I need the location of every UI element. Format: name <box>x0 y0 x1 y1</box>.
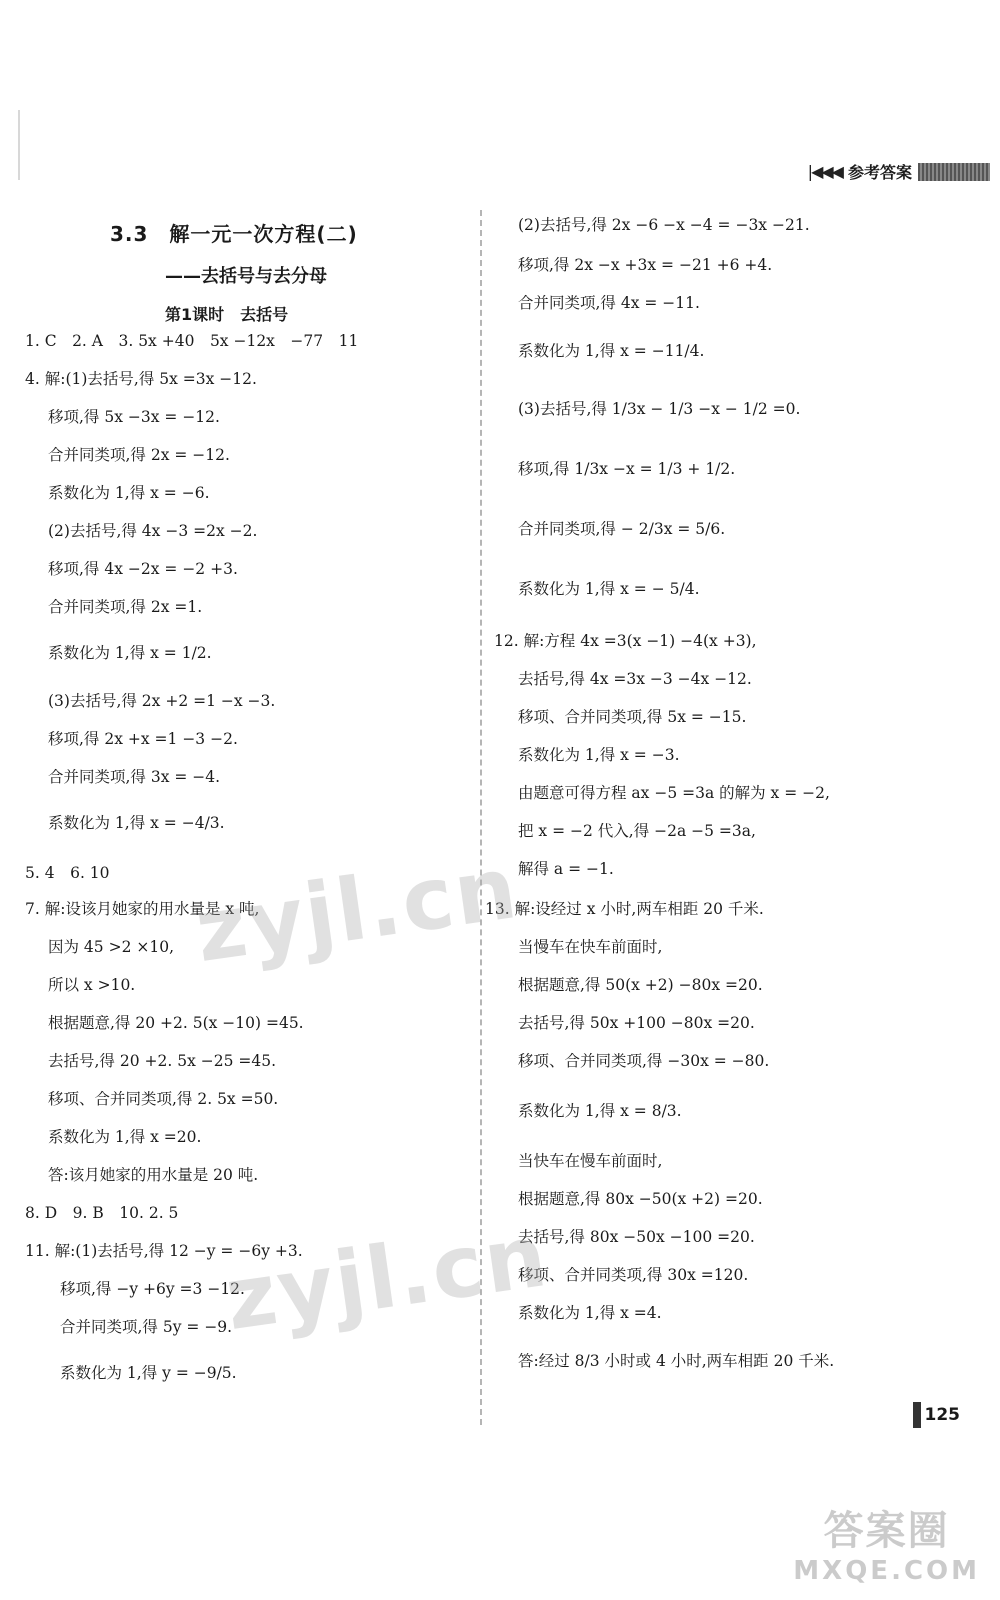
answer-line: 移项、合并同类项,得 5x = −15. <box>518 708 747 726</box>
answer-line: 系数化为 1,得 x = −3. <box>518 746 680 764</box>
watermark-text: zyjl.cn <box>189 837 525 983</box>
answer-line: 根据题意,得 80x −50(x +2) =20. <box>518 1190 763 1208</box>
answer-line: 由题意可得方程 ax −5 =3a 的解为 x = −2, <box>518 784 830 802</box>
answer-line: 解得 a = −1. <box>518 860 614 878</box>
answer-line: 11. 解:(1)去括号,得 12 −y = −6y +3. <box>25 1242 303 1260</box>
answer-line: 合并同类项,得 3x = −4. <box>48 768 221 786</box>
answer-line: 系数化为 1,得 x = 8/3. <box>518 1102 682 1120</box>
page-header <box>808 160 990 183</box>
answer-line: 因为 45 >2 ×10, <box>48 938 174 956</box>
answer-line: 系数化为 1,得 x = −4/3. <box>48 814 225 832</box>
answer-line: 根据题意,得 20 +2. 5(x −10) =45. <box>48 1014 304 1032</box>
answer-line: 答:该月她家的用水量是 20 吨. <box>48 1166 259 1184</box>
answer-line: 移项,得 2x −x +3x = −21 +6 +4. <box>518 256 773 274</box>
answer-line: 当慢车在快车前面时, <box>518 938 663 956</box>
answer-line: 根据题意,得 50(x +2) −80x =20. <box>518 976 763 994</box>
answer-line: (2)去括号,得 2x −6 −x −4 = −3x −21. <box>518 216 810 234</box>
answer-line: 移项、合并同类项,得 2. 5x =50. <box>48 1090 279 1108</box>
triangle-arrows-icon: |◀◀◀ <box>807 162 842 181</box>
answer-line: 移项,得 5x −3x = −12. <box>48 408 220 426</box>
brand-watermark <box>793 1499 980 1586</box>
answer-line: (2)去括号,得 4x −3 =2x −2. <box>48 522 258 540</box>
answer-line: 5. 4 6. 10 <box>25 864 110 882</box>
page-edge-mark <box>18 110 20 180</box>
answer-line: 12. 解:方程 4x =3(x −1) −4(x +3), <box>494 632 757 650</box>
answer-line: 当快车在慢车前面时, <box>518 1152 663 1170</box>
answer-line: 移项、合并同类项,得 30x =120. <box>518 1266 749 1284</box>
answer-line: 所以 x >10. <box>48 976 136 994</box>
answer-line: 系数化为 1,得 x = − 5/4. <box>518 580 700 598</box>
answer-line: 去括号,得 20 +2. 5x −25 =45. <box>48 1052 277 1070</box>
answer-line: 合并同类项,得 5y = −9. <box>60 1318 233 1336</box>
answer-line: 7. 解:设该月她家的用水量是 x 吨, <box>25 900 260 918</box>
section-title: 3.3 解一元一次方程(二) <box>110 222 358 246</box>
brand-watermark-en: MXQE.COM <box>793 1556 980 1586</box>
answer-line: 移项,得 −y +6y =3 −12. <box>60 1280 245 1298</box>
answer-line: 系数化为 1,得 x = −6. <box>48 484 210 502</box>
answer-line: 系数化为 1,得 x = −11/4. <box>518 342 705 360</box>
answer-line: 4. 解:(1)去括号,得 5x =3x −12. <box>25 370 257 388</box>
answer-line: 移项,得 4x −2x = −2 +3. <box>48 560 238 578</box>
answer-line: 移项、合并同类项,得 −30x = −80. <box>518 1052 770 1070</box>
watermark-text: zyjl.cn <box>219 1205 555 1351</box>
answer-line: (3)去括号,得 1/3x − 1/3 −x − 1/2 =0. <box>518 400 801 418</box>
answer-line: (3)去括号,得 2x +2 =1 −x −3. <box>48 692 276 710</box>
header-decor-bar <box>918 163 990 181</box>
answer-line: 合并同类项,得 − 2/3x = 5/6. <box>518 520 726 538</box>
answer-line: 合并同类项,得 4x = −11. <box>518 294 700 312</box>
answer-line: 去括号,得 50x +100 −80x =20. <box>518 1014 755 1032</box>
header-label: 参考答案 <box>847 163 912 182</box>
answer-line: 系数化为 1,得 y = −9/5. <box>60 1364 237 1382</box>
page-number <box>913 1402 961 1428</box>
page-number-block <box>913 1402 921 1428</box>
section-subtitle: ——去括号与去分母 <box>165 266 327 287</box>
answer-line: 移项,得 1/3x −x = 1/3 + 1/2. <box>518 460 736 478</box>
answer-line: 合并同类项,得 2x =1. <box>48 598 203 616</box>
answer-line: 系数化为 1,得 x = 1/2. <box>48 644 212 662</box>
answer-line: 8. D 9. B 10. 2. 5 <box>25 1204 179 1222</box>
answer-line: 移项,得 2x +x =1 −3 −2. <box>48 730 238 748</box>
answer-line: 去括号,得 4x =3x −3 −4x −12. <box>518 670 752 688</box>
lesson-title: 第1课时 去括号 <box>165 305 289 324</box>
answer-line: 答:经过 8/3 小时或 4 小时,两车相距 20 千米. <box>518 1352 835 1370</box>
answer-line: 合并同类项,得 2x = −12. <box>48 446 230 464</box>
answer-line: 去括号,得 80x −50x −100 =20. <box>518 1228 755 1246</box>
answer-line: 13. 解:设经过 x 小时,两车相距 20 千米. <box>485 900 764 918</box>
answer-line: 系数化为 1,得 x =4. <box>518 1304 662 1322</box>
brand-watermark-cn: 答案圈 <box>823 1508 950 1554</box>
answer-line: 把 x = −2 代入,得 −2a −5 =3a, <box>518 822 756 840</box>
answer-line: 系数化为 1,得 x =20. <box>48 1128 202 1146</box>
page-number-text: 125 <box>924 1405 960 1425</box>
answer-line: 1. C 2. A 3. 5x +40 5x −12x −77 11 <box>25 332 359 350</box>
